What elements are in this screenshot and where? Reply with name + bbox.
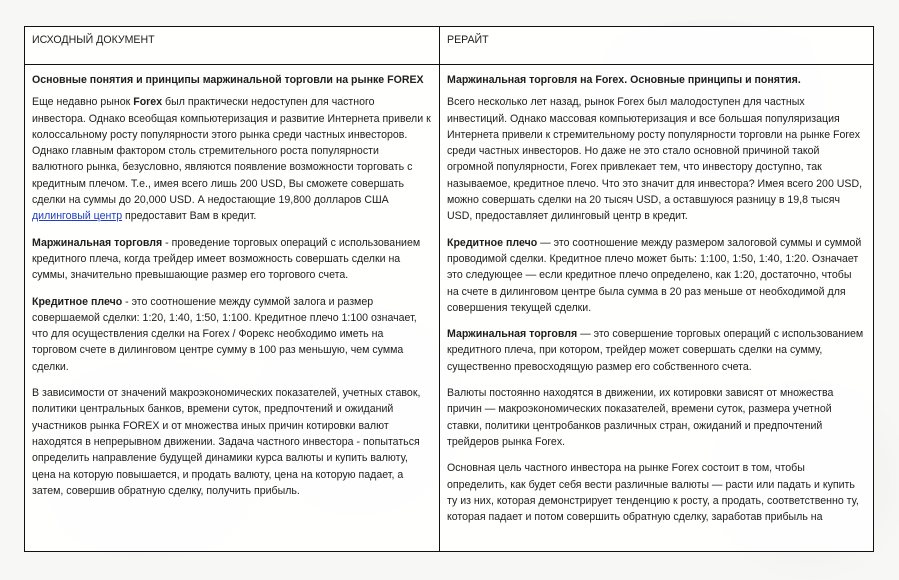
original-paragraph-1-text-a: Еще недавно рынок (32, 96, 134, 109)
rewrite-header: РЕРАЙТ (447, 34, 489, 46)
rewrite-paragraph-5: Основная цель частного инвестора на рынке Forex состоит в том, чтобы определить, как будет себя вести различные валюты — расти или падать и купить ту из них, которая демонстрирует тенденцию к росту, а продать, соответственно ту, которая падает и потом совершить обратную сделку, заработав прибыль на (447, 462, 859, 524)
original-paragraph-3 (32, 294, 431, 375)
rewrite-paragraph-2 (447, 235, 866, 316)
rewrite-paragraph-3-text: — это совершение торговых операций с использованием кредитного плеча, при котором, трейдер может совершать сделки на сумму, существенно превосходящую размер его собственного счета. (447, 328, 864, 373)
rewrite-column (440, 27, 874, 551)
comparison-table (24, 26, 874, 552)
original-document-header: ИСХОДНЫЙ ДОКУМЕНТ (32, 34, 155, 46)
original-paragraph-1 (32, 94, 431, 224)
original-term-margin-trading: Маржинальная торговля (32, 236, 163, 249)
original-document-title: Основные понятия и принципы маржинальной торговли на рынке FOREX (32, 74, 424, 86)
rewrite-term-leverage: Кредитное плечо (447, 236, 538, 249)
rewrite-paragraph-4: Валюты постоянно находятся в движении, их котировки зависят от множества причин — макроэкономических показателей, времени суток, размера учетной ставки, политики центробанков различных стран, ожиданий и предпочтений трейдеров рынка Forex. (447, 387, 834, 448)
original-paragraph-3-text: - это соотношение между суммой залога и размер совершаемой сделки: 1:20, 1:40, 1:50, 1:100. Кредитное плечо 1:100 означает, что для осуществления сделки на Forex / Форекс необходимо иметь на торговом счете в дилинговом центре сумму в 100 раз меньшую, чем сумма сделки. (32, 295, 417, 373)
rewrite-paragraph-1: Всего несколько лет назад, рынок Forex был малодоступен для частных инвестиций. Однако массовая компьютеризация и все большая популяризация Интернета привели к стремительному росту популярности торговли на рынке Forex среди частных инвесторов. Но даже не это стало основной причиной такой огромной популярности, Forex привлекает тем, что инвестору доступно, так называемое, кредитное плечо. Что это значит для инвестора? Имея всего 200 USD, можно совершать сделки на 20 тысяч USD, а оставшуюся разницу в 19,8 тысяч USD, предоставляет дилинговый центр в кредит. (447, 96, 863, 223)
rewrite-paragraph-2-text: — это соотношение между размером залоговой суммы и суммой проводимой сделки. Кредитное плечо может быть: 1:100, 1:50, 1:40, 1:20. Означает это следующее — если кредитное плечо определено, как 1:20, достаточно, чтобы на счете в дилинговом центре была сумма в 20 раз меньше от необходимой для совершения текущей сделки. (447, 236, 862, 314)
original-paragraph-1-text-d: предоставит Вам в кредит. (122, 210, 257, 223)
original-term-leverage: Кредитное плечо (32, 295, 123, 308)
rewrite-title: Маржинальная торговля на Forex. Основные принципы и понятия. (447, 74, 801, 86)
original-paragraph-2 (32, 235, 431, 284)
original-paragraph-1-forex: Forex (133, 96, 163, 109)
dealing-center-link[interactable]: дилинговый центр (32, 210, 123, 223)
original-paragraph-4: В зависимости от значений макроэкономических показателей, учетных ставок, политики центральных банков, времени суток, предпочтений и ожиданий участников рынка FOREX и от множества иных причин котировки валют находятся в непрерывном движении. Задача частного инвестора - попытаться определить направление будущей динамики курса валюты и купить валюту, цена на которую повышается, и продать валюту, цена на которую падает, а затем, совершив обратную сделку, получить прибыль. (32, 387, 421, 497)
rewrite-paragraph-3 (447, 326, 866, 375)
original-paragraph-2-text: - проведение торговых операций с использованием кредитного плеча, когда трейдер имеет возможность совершать сделки на суммы, значительно превышающие размер его торгового счета. (32, 236, 421, 282)
original-paragraph-1-text-c: был практически недоступен для частного инвестора. Однако всеобщая компьютеризация и развитие Интернета привели к колоссальному росту популярности этого рынка среди частных инвесторов. Однако главным фактором столь стремительного роста популярности валютного рынка, безусловно, являются появление возможности торговать с кредитным плечом. Т.е., имея всего лишь 200 USD, Вы сможете совершать сделки на суммы до 20,000 USD. А недостающие 19,800 долларов США (32, 96, 431, 207)
rewrite-term-margin-trading: Маржинальная торговля (447, 328, 578, 341)
original-document-column (25, 27, 439, 551)
